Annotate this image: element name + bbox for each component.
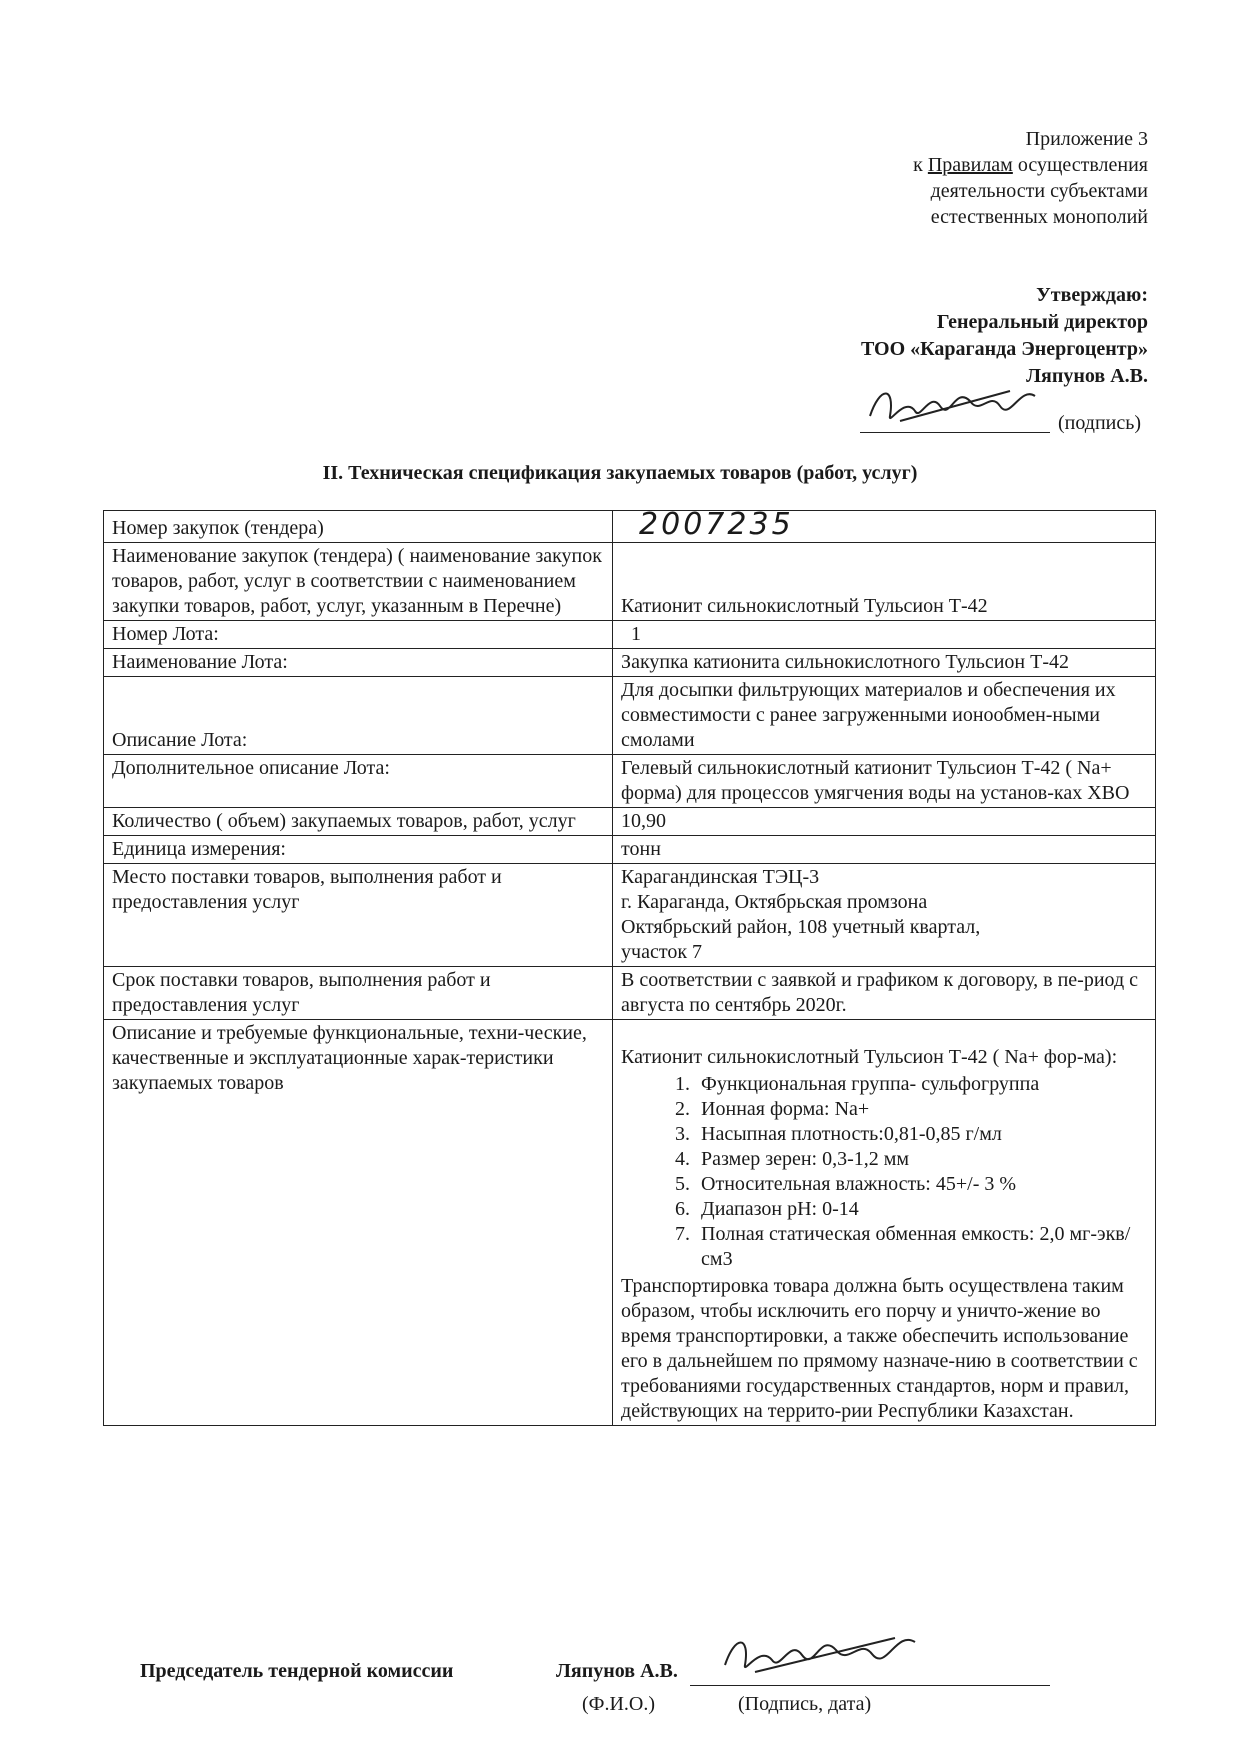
delivery-place-line-3: Октябрьский район, 108 учетный квартал, <box>621 916 981 938</box>
extra-description-value: Гелевый сильнокислотный катионит Тульсион Т-42 ( Na+ форма) для процессов умягчения воды на установ-ках ХВО <box>613 755 1156 808</box>
annex-line-1: Приложение 3 <box>1025 128 1148 150</box>
specification-table <box>103 507 1156 1426</box>
delivery-place-line-1: Карагандинская ТЭЦ-3 <box>621 866 820 888</box>
handwritten-number: 2007235 <box>639 507 794 542</box>
chairman-name: Ляпунов А.В. <box>556 1660 678 1682</box>
list-item: 4. Размер зерен: 0,3-1,2 мм <box>695 1147 1147 1172</box>
list-item: 1. Функциональная группа- сульфогруппа <box>695 1072 1147 1097</box>
approval-block <box>688 282 1148 390</box>
table-row <box>104 864 1156 967</box>
table-row <box>104 677 1156 755</box>
lot-description-value: Для досыпки фильтрующих материалов и обеспечения их совместимости с ранее загруженными ионообмен-ными смолами <box>613 677 1156 755</box>
chairman-signature-line <box>690 1685 1050 1686</box>
approval-line-3: ТОО «Караганда Энергоцентр» <box>860 338 1148 360</box>
list-item: 6. Диапазон рН: 0-14 <box>695 1197 1147 1222</box>
quantity-value: 10,90 <box>613 808 1156 836</box>
spacer <box>621 1021 1147 1045</box>
table-row <box>104 511 1156 543</box>
annex-line-4: естественных монополий <box>930 206 1148 228</box>
table-row <box>104 967 1156 1020</box>
lot-number-value: 1 <box>613 621 1156 649</box>
director-signature-line <box>860 432 1050 433</box>
delivery-term-label: Срок поставки товаров, выполнения работ и предоставления услуг <box>104 967 613 1020</box>
delivery-place-value <box>613 864 1156 967</box>
procurement-name-label: Наименование закупок (тендера) ( наименование закупок товаров, работ, услуг в соответствии с наименованием закупки товаров, работ, услуг, указанным в Перечне) <box>104 543 613 621</box>
signature-caption: (подпись) <box>1058 412 1142 434</box>
approval-line-4: Ляпунов А.В. <box>1026 365 1148 387</box>
lot-description-label: Описание Лота: <box>104 677 613 755</box>
table-row <box>104 649 1156 677</box>
unit-label: Единица измерения: <box>104 836 613 864</box>
characteristics-label: Описание и требуемые функциональные, техни-ческие, качественные и эксплуатационные харак-теристики закупаемых товаров <box>104 1020 613 1426</box>
approval-line-1: Утверждаю: <box>1036 284 1148 306</box>
lot-number-label: Номер Лота: <box>104 621 613 649</box>
procurement-name-value: Катионит сильнокислотный Тульсион Т-42 <box>613 543 1156 621</box>
unit-value: тонн <box>613 836 1156 864</box>
approval-line-2: Генеральный директор <box>936 311 1148 333</box>
features-list <box>621 1072 1147 1272</box>
table-row <box>104 621 1156 649</box>
annex-line-2-prefix: к <box>913 154 928 176</box>
rules-link-text: Правилам <box>927 154 1013 176</box>
list-item: 3. Насыпная плотность:0,81-0,85 г/мл <box>695 1122 1147 1147</box>
annex-line-2-suffix: осуществления <box>1012 154 1148 176</box>
list-item: 2. Ионная форма: Na+ <box>695 1097 1147 1122</box>
lot-name-label: Наименование Лота: <box>104 649 613 677</box>
table-row <box>104 755 1156 808</box>
delivery-place-label: Место поставки товаров, выполнения работ и предоставления услуг <box>104 864 613 967</box>
chairman-signature <box>710 1620 950 1690</box>
delivery-place-line-4: участок 7 <box>621 941 703 963</box>
sign-date-caption: (Подпись, дата) <box>738 1693 872 1715</box>
delivery-term-value: В соответствии с заявкой и графиком к договору, в пе-риод с августа по сентябрь 2020г. <box>613 967 1156 1020</box>
fio-caption: (Ф.И.О.) <box>582 1693 656 1715</box>
characteristics-value <box>613 1020 1156 1426</box>
director-signature <box>860 376 1060 436</box>
annex-header <box>728 126 1148 230</box>
procurement-number-label: Номер закупок (тендера) <box>104 511 613 543</box>
annex-line-3: деятельности субъектами <box>930 180 1148 202</box>
quantity-label: Количество ( объем) закупаемых товаров, работ, услуг <box>104 808 613 836</box>
list-item: 7. Полная статическая обменная емкость: 2,0 мг-экв/см3 <box>695 1222 1147 1272</box>
extra-description-label: Дополнительное описание Лота: <box>104 755 613 808</box>
table-row <box>104 808 1156 836</box>
annex-line-2 <box>728 152 1148 178</box>
lot-name-value: Закупка катионита сильнокислотного Тульсион Т-42 <box>613 649 1156 677</box>
transport-note: Транспортировка товара должна быть осуществлена таким образом, чтобы исключить его порчу и уничто-жение во время транспортировки, а также обеспечить использование его в дальнейшем по прямому назначе-нию в соответствии с требованиями государственных стандартов, норм и правил, действующих на террито-рии Республики Казахстан. <box>621 1275 1138 1422</box>
characteristics-intro: Катионит сильнокислотный Тульсион Т-42 ( Na+ фор-ма): <box>621 1046 1118 1068</box>
table-row <box>104 836 1156 864</box>
table-row <box>104 543 1156 621</box>
chairman-label: Председатель тендерной комиссии <box>140 1660 454 1682</box>
delivery-place-line-2: г. Караганда, Октябрьская промзона <box>621 891 928 913</box>
table-row <box>104 1020 1156 1426</box>
section-title: II. Техническая спецификация закупаемых товаров (работ, услуг) <box>322 462 918 484</box>
procurement-number-value <box>613 507 1156 543</box>
list-item: 5. Относительная влажность: 45+/- 3 % <box>695 1172 1147 1197</box>
